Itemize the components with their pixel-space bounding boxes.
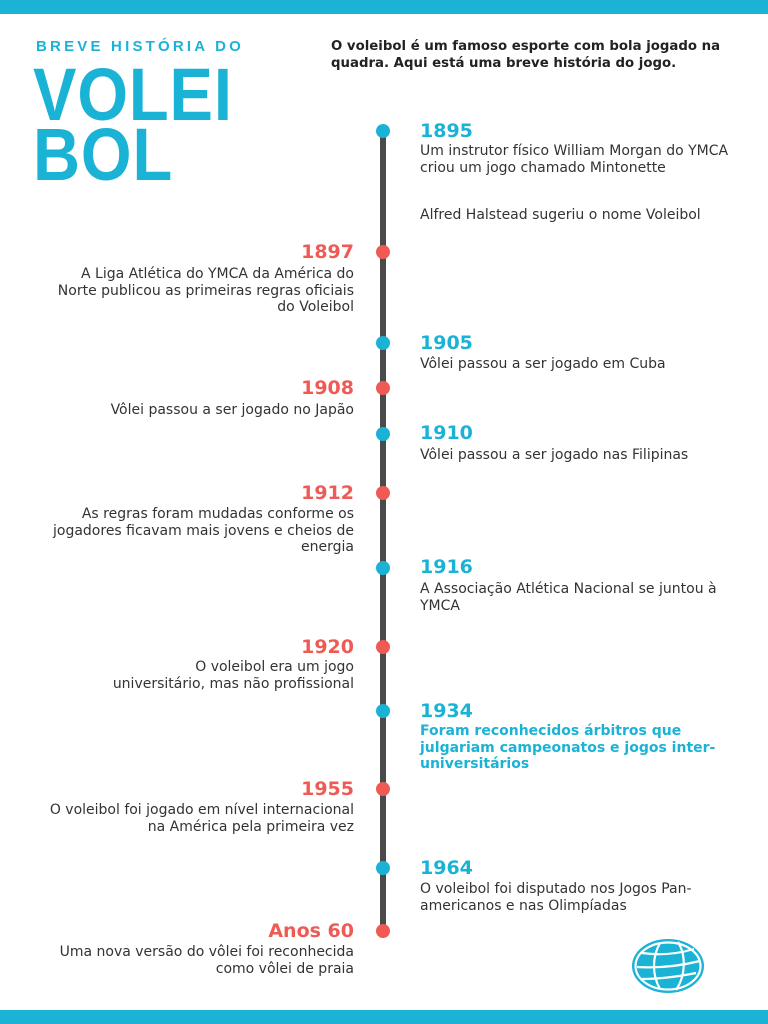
timeline-text-1895-second: Alfred Halstead sugeriu o nome Voleibol [420,207,701,223]
timeline-year-1916: 1916 [420,556,473,578]
timeline-dot-anos-60 [376,924,390,938]
title-kicker: BREVE HISTÓRIA DO [36,38,245,55]
timeline-text-1916: A Associação Atlética Nacional se juntou à YMCA [420,581,717,614]
intro-text: O voleibol é um famoso esporte com bola jogado na quadra. Aqui está uma breve história do jogo. [331,39,721,71]
bottom-accent-bar [0,1010,768,1024]
timeline-year-1934: 1934 [420,700,473,722]
timeline-text-1908: Vôlei passou a ser jogado no Japão [110,402,354,418]
timeline-dot-1916 [376,561,390,575]
timeline-year-1908: 1908 [301,377,354,399]
page-title-line1: VOLEI [33,53,233,136]
timeline-dot-1910 [376,427,390,441]
timeline-year-1964: 1964 [420,857,473,879]
timeline-text-1895: Um instrutor físico William Morgan do YMCA criou um jogo chamado Mintonette [420,143,729,176]
timeline-text-1934: Foram reconhecidos árbitros que julgariam campeonatos e jogos inter-universitários [420,723,716,772]
timeline-year-1910: 1910 [420,422,473,444]
timeline-year-1905: 1905 [420,332,473,354]
timeline-dot-1934 [376,704,390,718]
timeline-dot-1920 [376,640,390,654]
timeline-text-1910: Vôlei passou a ser jogado nas Filipinas [420,447,689,463]
timeline-dot-1905 [376,336,390,350]
timeline-dot-1895 [376,124,390,138]
timeline-dot-1955 [376,782,390,796]
timeline-text-1920: O voleibol era um jogo universitário, mas não profissional [112,659,354,692]
timeline-text-1905: Vôlei passou a ser jogado em Cuba [420,356,666,372]
timeline-dot-1912 [376,486,390,500]
timeline-dot-1908 [376,381,390,395]
timeline-year-1895: 1895 [420,120,473,142]
volleyball-icon [630,937,706,995]
timeline-text-1955: O voleibol foi jogado em nível internacional na América pela primeira vez [49,802,354,835]
top-accent-bar [0,0,768,14]
timeline-text-1964: O voleibol foi disputado nos Jogos Pan-americanos e nas Olimpíadas [420,881,692,914]
timeline-year-1920: 1920 [301,636,354,658]
timeline-year-1897: 1897 [301,241,354,263]
timeline-text-anos-60: Uma nova versão do vôlei foi reconhecida como vôlei de praia [59,944,354,977]
timeline-text-1897: A Liga Atlética do YMCA da América do Norte publicou as primeiras regras oficiais do Voleibol [57,266,354,315]
timeline-dot-1897 [376,245,390,259]
timeline-text-1912: As regras foram mudadas conforme os jogadores ficavam mais jovens e cheios de energia [53,506,354,555]
timeline-dot-1964 [376,861,390,875]
timeline-year-anos-60: Anos 60 [268,920,354,942]
timeline-year-1955: 1955 [301,778,354,800]
page-title-line2: BOL [33,113,174,196]
timeline-year-1912: 1912 [301,482,354,504]
